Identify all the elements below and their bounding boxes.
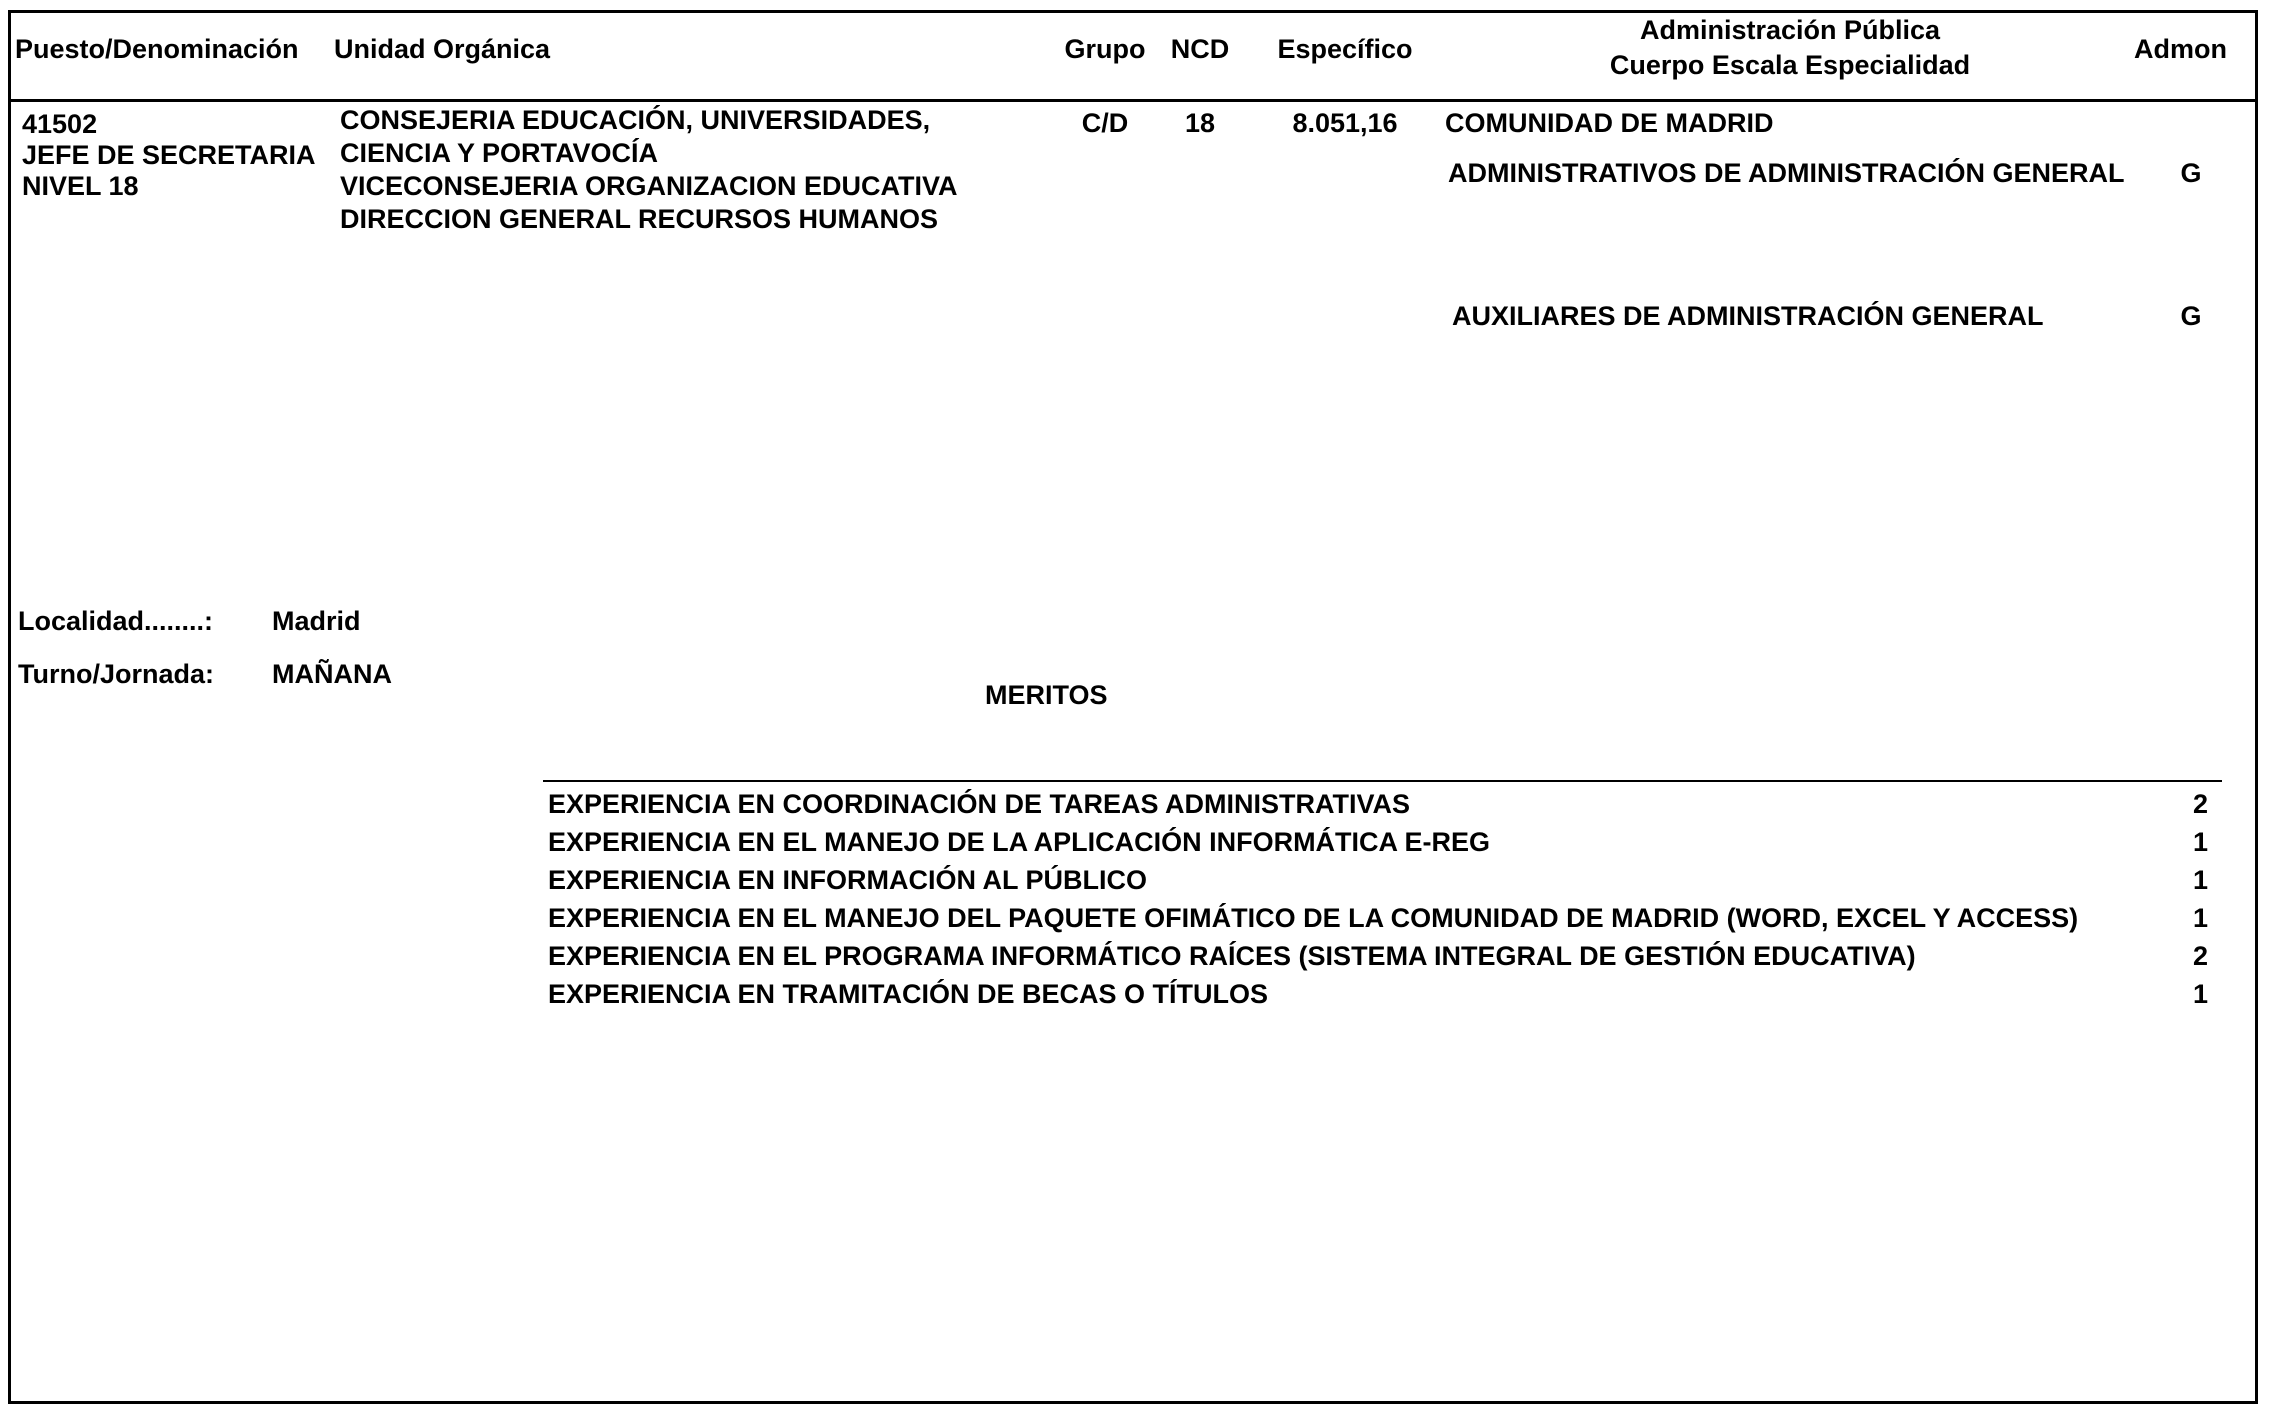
merito-puntos: 1	[2192, 979, 2208, 1009]
unidad-organica-direccion-general: DIRECCION GENERAL RECURSOS HUMANOS	[340, 204, 939, 234]
merito-item	[548, 899, 2222, 937]
especifico-value: 8.051,16	[1292, 108, 1398, 138]
header-admon: Admon	[2134, 34, 2227, 64]
merito-text: EXPERIENCIA EN INFORMACIÓN AL PÚBLICO	[548, 865, 1148, 895]
header-administracion-publica-line2: Cuerpo Escala Especialidad	[1609, 50, 1971, 80]
header-administracion-publica-line1: Administración Pública	[1639, 15, 1941, 45]
meritos-list	[548, 785, 2222, 1013]
merito-puntos: 1	[2192, 865, 2208, 895]
cuerpo-auxiliares-admon: G	[2180, 301, 2202, 331]
merito-puntos: 1	[2192, 903, 2208, 933]
localidad-label: Localidad........:	[18, 606, 214, 636]
meritos-title: MERITOS	[985, 680, 1108, 710]
merito-item	[548, 785, 2222, 823]
unidad-organica-consejeria: CONSEJERIA EDUCACIÓN, UNIVERSIDADES, CIENCIA Y PORTAVOCÍA	[340, 105, 931, 168]
header-ncd: NCD	[1170, 34, 1230, 64]
meritos-rule-line	[543, 780, 2222, 782]
administracion-publica-value: COMUNIDAD DE MADRID	[1445, 108, 1774, 138]
cuerpo-auxiliares: AUXILIARES DE ADMINISTRACIÓN GENERAL	[1452, 301, 2044, 331]
merito-puntos: 1	[2192, 827, 2208, 857]
ncd-value: 18	[1184, 108, 1216, 138]
merito-text: EXPERIENCIA EN EL MANEJO DE LA APLICACIÓN INFORMÁTICA E-REG	[548, 827, 1491, 857]
header-puesto-denominacion: Puesto/Denominación	[15, 34, 299, 64]
merito-item	[548, 975, 2222, 1013]
puesto-cell	[22, 109, 316, 202]
unidad-organica-cell	[340, 104, 988, 236]
header-unidad-organica: Unidad Orgánica	[334, 34, 551, 64]
header-grupo: Grupo	[1064, 34, 1146, 64]
header-separator-line	[8, 99, 2258, 102]
merito-puntos: 2	[2192, 789, 2208, 819]
merito-text: EXPERIENCIA EN COORDINACIÓN DE TAREAS ADMINISTRATIVAS	[548, 789, 1411, 819]
puesto-codigo: 41502	[22, 109, 98, 139]
merito-text: EXPERIENCIA EN TRAMITACIÓN DE BECAS O TÍTULOS	[548, 979, 1269, 1009]
merito-item	[548, 823, 2222, 861]
grupo-value: C/D	[1081, 108, 1129, 138]
header-especifico: Específico	[1277, 34, 1413, 64]
unidad-organica-viceconsejeria: VICECONSEJERIA ORGANIZACION EDUCATIVA	[340, 171, 958, 201]
merito-item	[548, 937, 2222, 975]
puesto-denominacion: JEFE DE SECRETARIA	[22, 140, 316, 170]
cuerpo-administrativos: ADMINISTRATIVOS DE ADMINISTRACIÓN GENERAL	[1448, 158, 2125, 188]
cuerpo-administrativos-admon: G	[2180, 158, 2202, 188]
header-administracion-publica	[1570, 13, 2010, 83]
merito-text: EXPERIENCIA EN EL PROGRAMA INFORMÁTICO RAÍCES (SISTEMA INTEGRAL DE GESTIÓN EDUCATIVA)	[548, 941, 1916, 971]
turno-jornada-value: MAÑANA	[272, 659, 392, 689]
localidad-value: Madrid	[272, 606, 361, 636]
turno-jornada-label: Turno/Jornada:	[18, 659, 215, 689]
merito-puntos: 2	[2192, 941, 2208, 971]
merito-text: EXPERIENCIA EN EL MANEJO DEL PAQUETE OFIMÁTICO DE LA COMUNIDAD DE MADRID (WORD, EXCEL Y ACCESS)	[548, 903, 2079, 933]
puesto-nivel: NIVEL 18	[22, 171, 139, 201]
merito-item	[548, 861, 2222, 899]
